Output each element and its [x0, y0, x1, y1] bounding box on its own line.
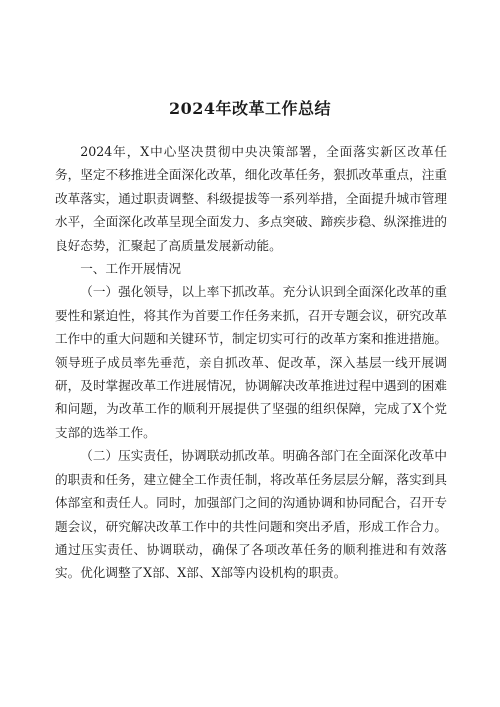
section-paragraph-1: （一）强化领导，以上率下抓改革。充分认识到全面深化改革的重要性和紧迫性，将其作为首要工作任务来抓，召开专题会议，研究改革工作中的重大问题和关键环节，制定切实可行的改革方案和推进措施。领导班子成员率先垂范，亲自抓改革、促改革，深入基层一线开展调研，及时掌握改革工作进展情况，协调解决改革推进过程中遇到的困难和问题，为改革工作的顺利开展提供了坚强的组织保障，完成了X个党支部的选举工作。 [55, 284, 447, 440]
section-paragraph-2: （二）压实责任，协调联动抓改革。明确各部门在全面深化改革中的职责和任务，建立健全工作责任制，将改革任务层层分解，落实到具体部室和责任人。同时，加强部门之间的沟通协调和协同配合，召开专题会议，研究解决改革工作中的共性问题和突出矛盾，形成工作合力。通过压实责任、协调联动，确保了各项改革任务的顺利推进和有效落实。优化调整了X部、X部、X部等内设机构的职责。 [55, 448, 447, 581]
intro-paragraph: 2024年，X中心坚决贯彻中央决策部署，全面落实新区改革任务，坚定不移推进全面深化改革，细化改革任务，狠抓改革重点，注重改革落实，通过职责调整、科级提拔等一系列举措，全面提升城市管理水平，全面深化改革呈现全面发力、多点突破、蹄疾步稳、纵深推进的良好态势，汇聚起了高质量发展新动能。 [55, 144, 447, 253]
document-title: 2024年改革工作总结 [168, 99, 332, 118]
document-body [55, 140, 447, 585]
section-heading: 一、工作开展情况 [80, 261, 181, 277]
